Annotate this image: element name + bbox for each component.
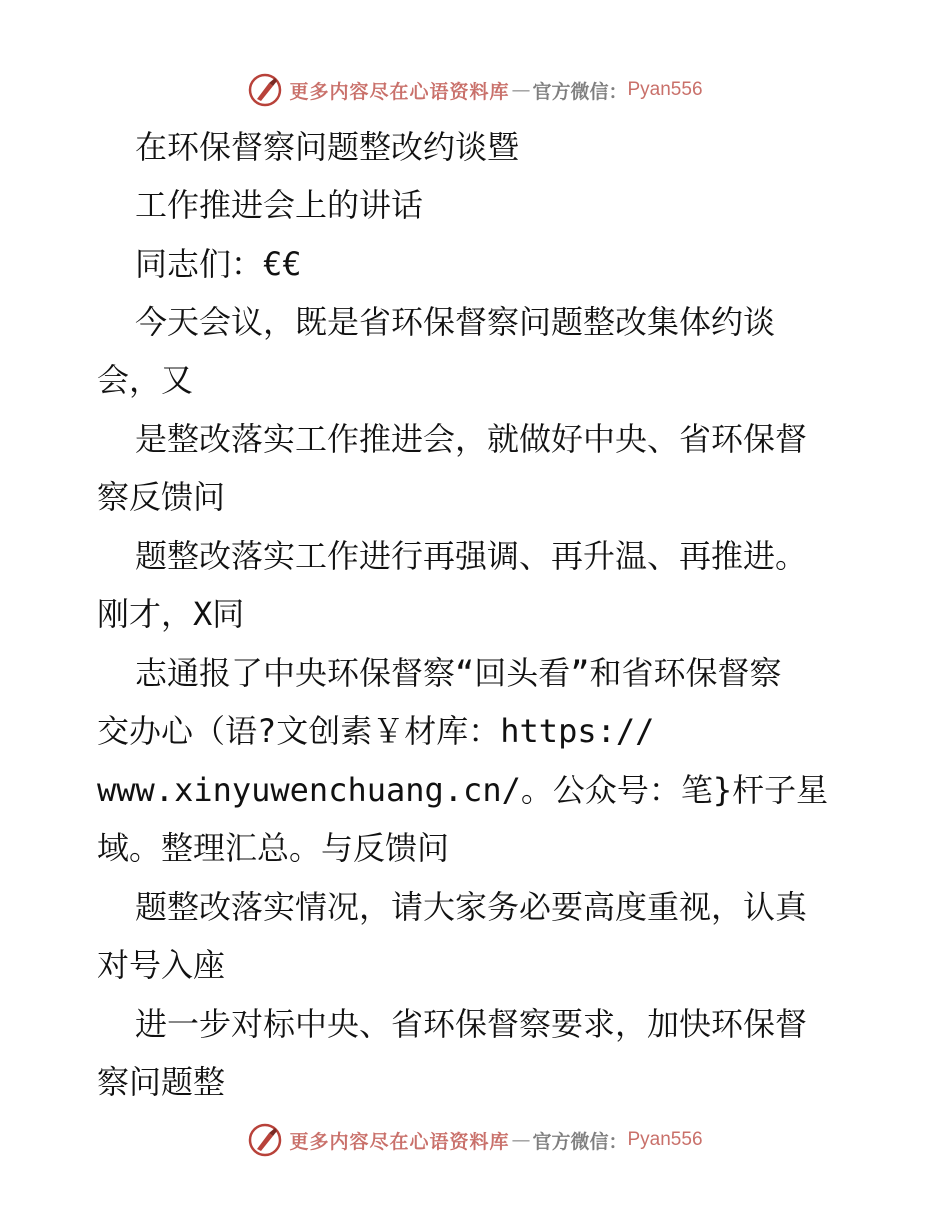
body-line: 会，又 — [97, 361, 194, 399]
banner-wechat-id: Pyan556 — [627, 79, 703, 100]
document-title-line-1: 在环保督察问题整改约谈暨 — [135, 128, 520, 166]
body-line: 志通报了中央环保督察“回头看”和省环保督察 — [135, 654, 782, 692]
body-line: 今天会议，既是省环保督察问题整改集体约谈 — [135, 303, 776, 341]
footer-banner — [0, 1120, 950, 1160]
body-line: 域。整理汇总。与反馈问 — [97, 829, 450, 867]
body-line: 对号入座 — [97, 946, 226, 984]
quill-pen-icon — [247, 72, 283, 108]
body-line: 题整改落实情况，请大家务必要高度重视，认真 — [135, 888, 808, 926]
body-line: 是整改落实工作推进会，就做好中央、省环保督 — [135, 420, 808, 458]
body-line: 进一步对标中央、省环保督察要求，加快环保督 — [135, 1005, 808, 1043]
banner-separator: — — [511, 79, 531, 101]
banner-wechat-id: Pyan556 — [627, 1129, 703, 1150]
document-title-line-2: 工作推进会上的讲话 — [135, 186, 424, 224]
header-banner — [0, 70, 950, 110]
banner-brand: 更多内容尽在心语资料库 — [289, 1130, 510, 1153]
body-line: 察问题整 — [97, 1063, 226, 1101]
body-line: 题整改落实工作进行再强调、再升温、再推进。 — [135, 537, 808, 575]
banner-wechat-label: 官方微信： — [532, 1130, 628, 1153]
banner-separator: — — [511, 1129, 531, 1151]
banner-wechat-label: 官方微信： — [532, 80, 628, 103]
body-line: www.xinyuwenchuang.cn/。公众号：笔}杆子星 — [97, 771, 829, 809]
quill-pen-icon — [247, 1122, 283, 1158]
body-line: 察反馈问 — [97, 478, 226, 516]
salutation-line: 同志们：€€ — [135, 245, 302, 283]
body-line: 刚才，X同 — [97, 595, 245, 633]
body-line: 交办心（语?文创素￥材库：https:// — [97, 712, 655, 750]
banner-brand: 更多内容尽在心语资料库 — [289, 80, 510, 103]
